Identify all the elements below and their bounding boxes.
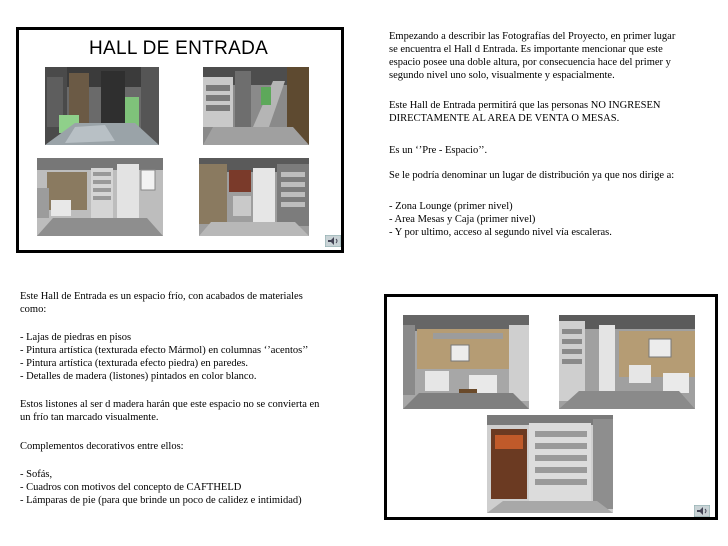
listones-paragraph: Estos listones al ser d madera harán que este espacio no se convierta en un frío tan marcado visualmente. (20, 399, 320, 423)
complementos-title: Complementos decorativos entre ellos: (20, 441, 184, 452)
pre-space-paragraph: Es un ‘’Pre - Espacio’’. (389, 145, 488, 156)
materials-list: - Lajas de piedras en pisos - Pintura artística (texturada efecto Mármol) en columnas ‘’acentos’’ - Pintura artística (texturada efecto piedra) en paredes. - Detalles de madera (listones) pintados en color blanco. (20, 332, 309, 382)
speaker-icon[interactable] (694, 505, 710, 517)
intro-paragraph: Empezando a describir las Fotografías del Proyecto, en primer lugar se encuentra el Hall d Entrada. Es importante mencionar que este espacio posee una doble altura, por consecuencia hace del primer y segundo nivel uno solo, visualmente y espacialmente. (389, 31, 676, 81)
distribution-paragraph: Se le podría denominar un lugar de distribución ya que nos dirige a: (389, 170, 675, 181)
top-panel (16, 27, 344, 253)
hall-render-photo-2 (203, 67, 309, 145)
hall-render-photo-7 (487, 415, 613, 513)
bottom-panel (384, 294, 718, 520)
complementos-list: - Sofás, - Cuadros con motivos del concepto de CAFTHELD - Lámparas de pie (para que brinde un poco de calidez e intimidad) (20, 469, 302, 506)
speaker-icon[interactable] (325, 235, 341, 247)
hall-render-photo-3 (37, 158, 163, 236)
materials-intro: Este Hall de Entrada es un espacio frío, con acabados de materiales como: (20, 291, 303, 315)
hall-render-photo-1 (45, 67, 159, 145)
hall-render-photo-6 (559, 315, 695, 409)
statement-paragraph: Este Hall de Entrada permitirá que las personas NO INGRESEN DIRECTAMENTE AL AREA DE VENTA O MESAS. (389, 100, 661, 124)
destinations-list: - Zona Lounge (primer nivel) - Area Mesas y Caja (primer nivel) - Y por ultimo, acceso al segundo nivel vía escaleras. (389, 201, 612, 238)
hall-render-photo-5 (403, 315, 529, 409)
hall-render-photo-4 (199, 158, 309, 236)
panel-title: HALL DE ENTRADA (89, 38, 269, 59)
